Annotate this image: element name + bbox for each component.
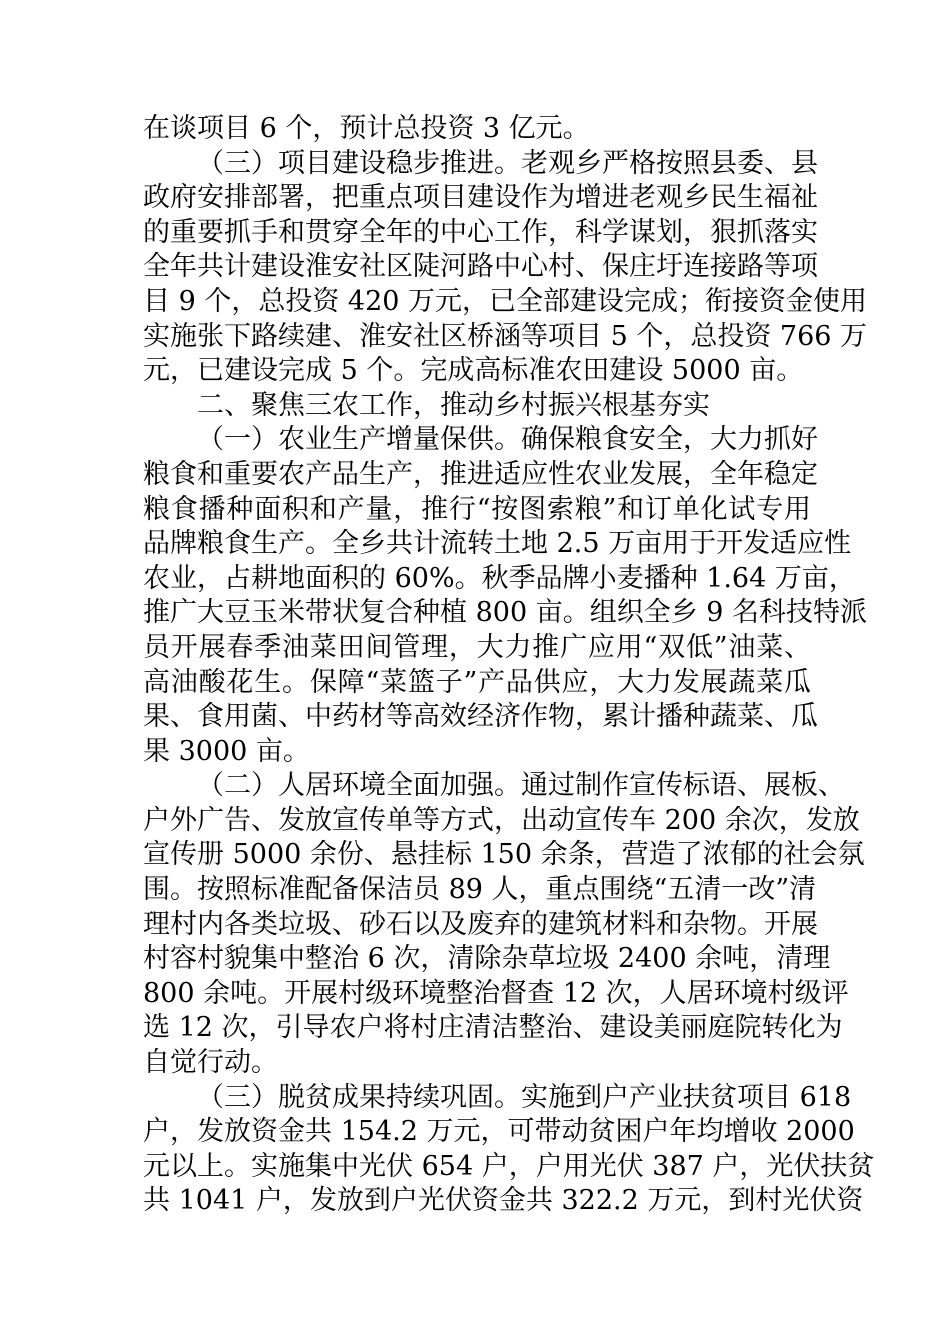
text-line: 800 余吨。开展村级环境整治督查 12 次，人居环境村级评 (143, 977, 849, 1009)
text-line: 目 9 个，总投资 420 万元，已全部建设完成；衔接资金使用 (143, 285, 868, 317)
text-line: 全年共计建设淮安社区陡河路中心村、保庄圩连接路等项 (143, 251, 818, 283)
text-line: 共 1041 户，发放到户光伏资金共 322.2 万元，到村光伏资 (143, 1185, 864, 1217)
text-line: 农业，占耕地面积的 60%。秋季品牌小麦播种 1.64 万亩， (143, 562, 856, 594)
text-line: 元以上。实施集中光伏 654 户，户用光伏 387 户，光伏扶贫 (143, 1150, 875, 1182)
paragraph-start-line: （三）脱贫成果持续巩固。实施到户产业扶贫项目 618 (197, 1081, 852, 1113)
section-heading: 二、聚焦三农工作，推动乡村振兴根基夯实 (197, 389, 710, 421)
text-line: 户外广告、发放宣传单等方式，出动宣传车 200 余次，发放 (143, 804, 860, 836)
text-line: 理村内各类垃圾、砂石以及废弃的建筑材料和杂物。开展 (143, 908, 818, 940)
text-line: 政府安排部署，把重点项目建设作为增进老观乡民生福祉 (143, 182, 818, 214)
paragraph-start-line: （二）人居环境全面加强。通过制作宣传标语、展板、 (197, 770, 845, 802)
paragraph-start-line: （一）农业生产增量保供。确保粮食安全，大力抓好 (197, 424, 818, 456)
text-line: 宣传册 5000 余份、悬挂标 150 余条，营造了浓郁的社会氛 (143, 839, 865, 871)
text-line: 果 3000 亩。 (143, 735, 310, 767)
text-line: 粮食播种面积和产量，推行“按图索粮”和订单化试专用 (143, 493, 811, 525)
text-line: 果、食用菌、中药材等高效经济作物，累计播种蔬菜、瓜 (143, 701, 818, 733)
text-line: 推广大豆玉米带状复合种植 800 亩。组织全乡 9 名科技特派 (143, 597, 868, 629)
text-line: 自觉行动。 (143, 1047, 278, 1079)
paragraph-start-line: （三）项目建设稳步推进。老观乡严格按照县委、县 (197, 147, 818, 179)
text-line: 的重要抓手和贯穿全年的中心工作，科学谋划，狠抓落实 (143, 216, 818, 248)
text-line: 选 12 次，引导农户将村庄清洁整治、建设美丽庭院转化为 (143, 1012, 843, 1044)
text-line: 实施张下路续建、淮安社区桥涵等项目 5 个，总投资 766 万 (143, 320, 868, 352)
text-line: 员开展春季油菜田间管理，大力推广应用“双低”油菜、 (143, 631, 811, 663)
text-line: 户，发放资金共 154.2 万元，可带动贫困户年均增收 2000 (143, 1116, 855, 1148)
document-body (143, 112, 875, 1219)
text-line: 围。按照标准配备保洁员 89 人，重点围绕“五清一改”清 (143, 874, 817, 906)
text-line: 高油酸花生。保障“菜篮子”产品供应，大力发展蔬菜瓜 (143, 666, 811, 698)
text-line: 元，已建设完成 5 个。完成高标准农田建设 5000 亩。 (143, 355, 804, 387)
text-line: 村容村貌集中整治 6 次，清除杂草垃圾 2400 余吨，清理 (143, 943, 831, 975)
text-line: 在谈项目 6 个，预计总投资 3 亿元。 (143, 113, 590, 144)
text-line: 品牌粮食生产。全乡共计流转土地 2.5 万亩用于开发适应性 (143, 528, 852, 560)
text-line: 粮食和重要农产品生产，推进适应性农业发展，全年稳定 (143, 458, 818, 490)
